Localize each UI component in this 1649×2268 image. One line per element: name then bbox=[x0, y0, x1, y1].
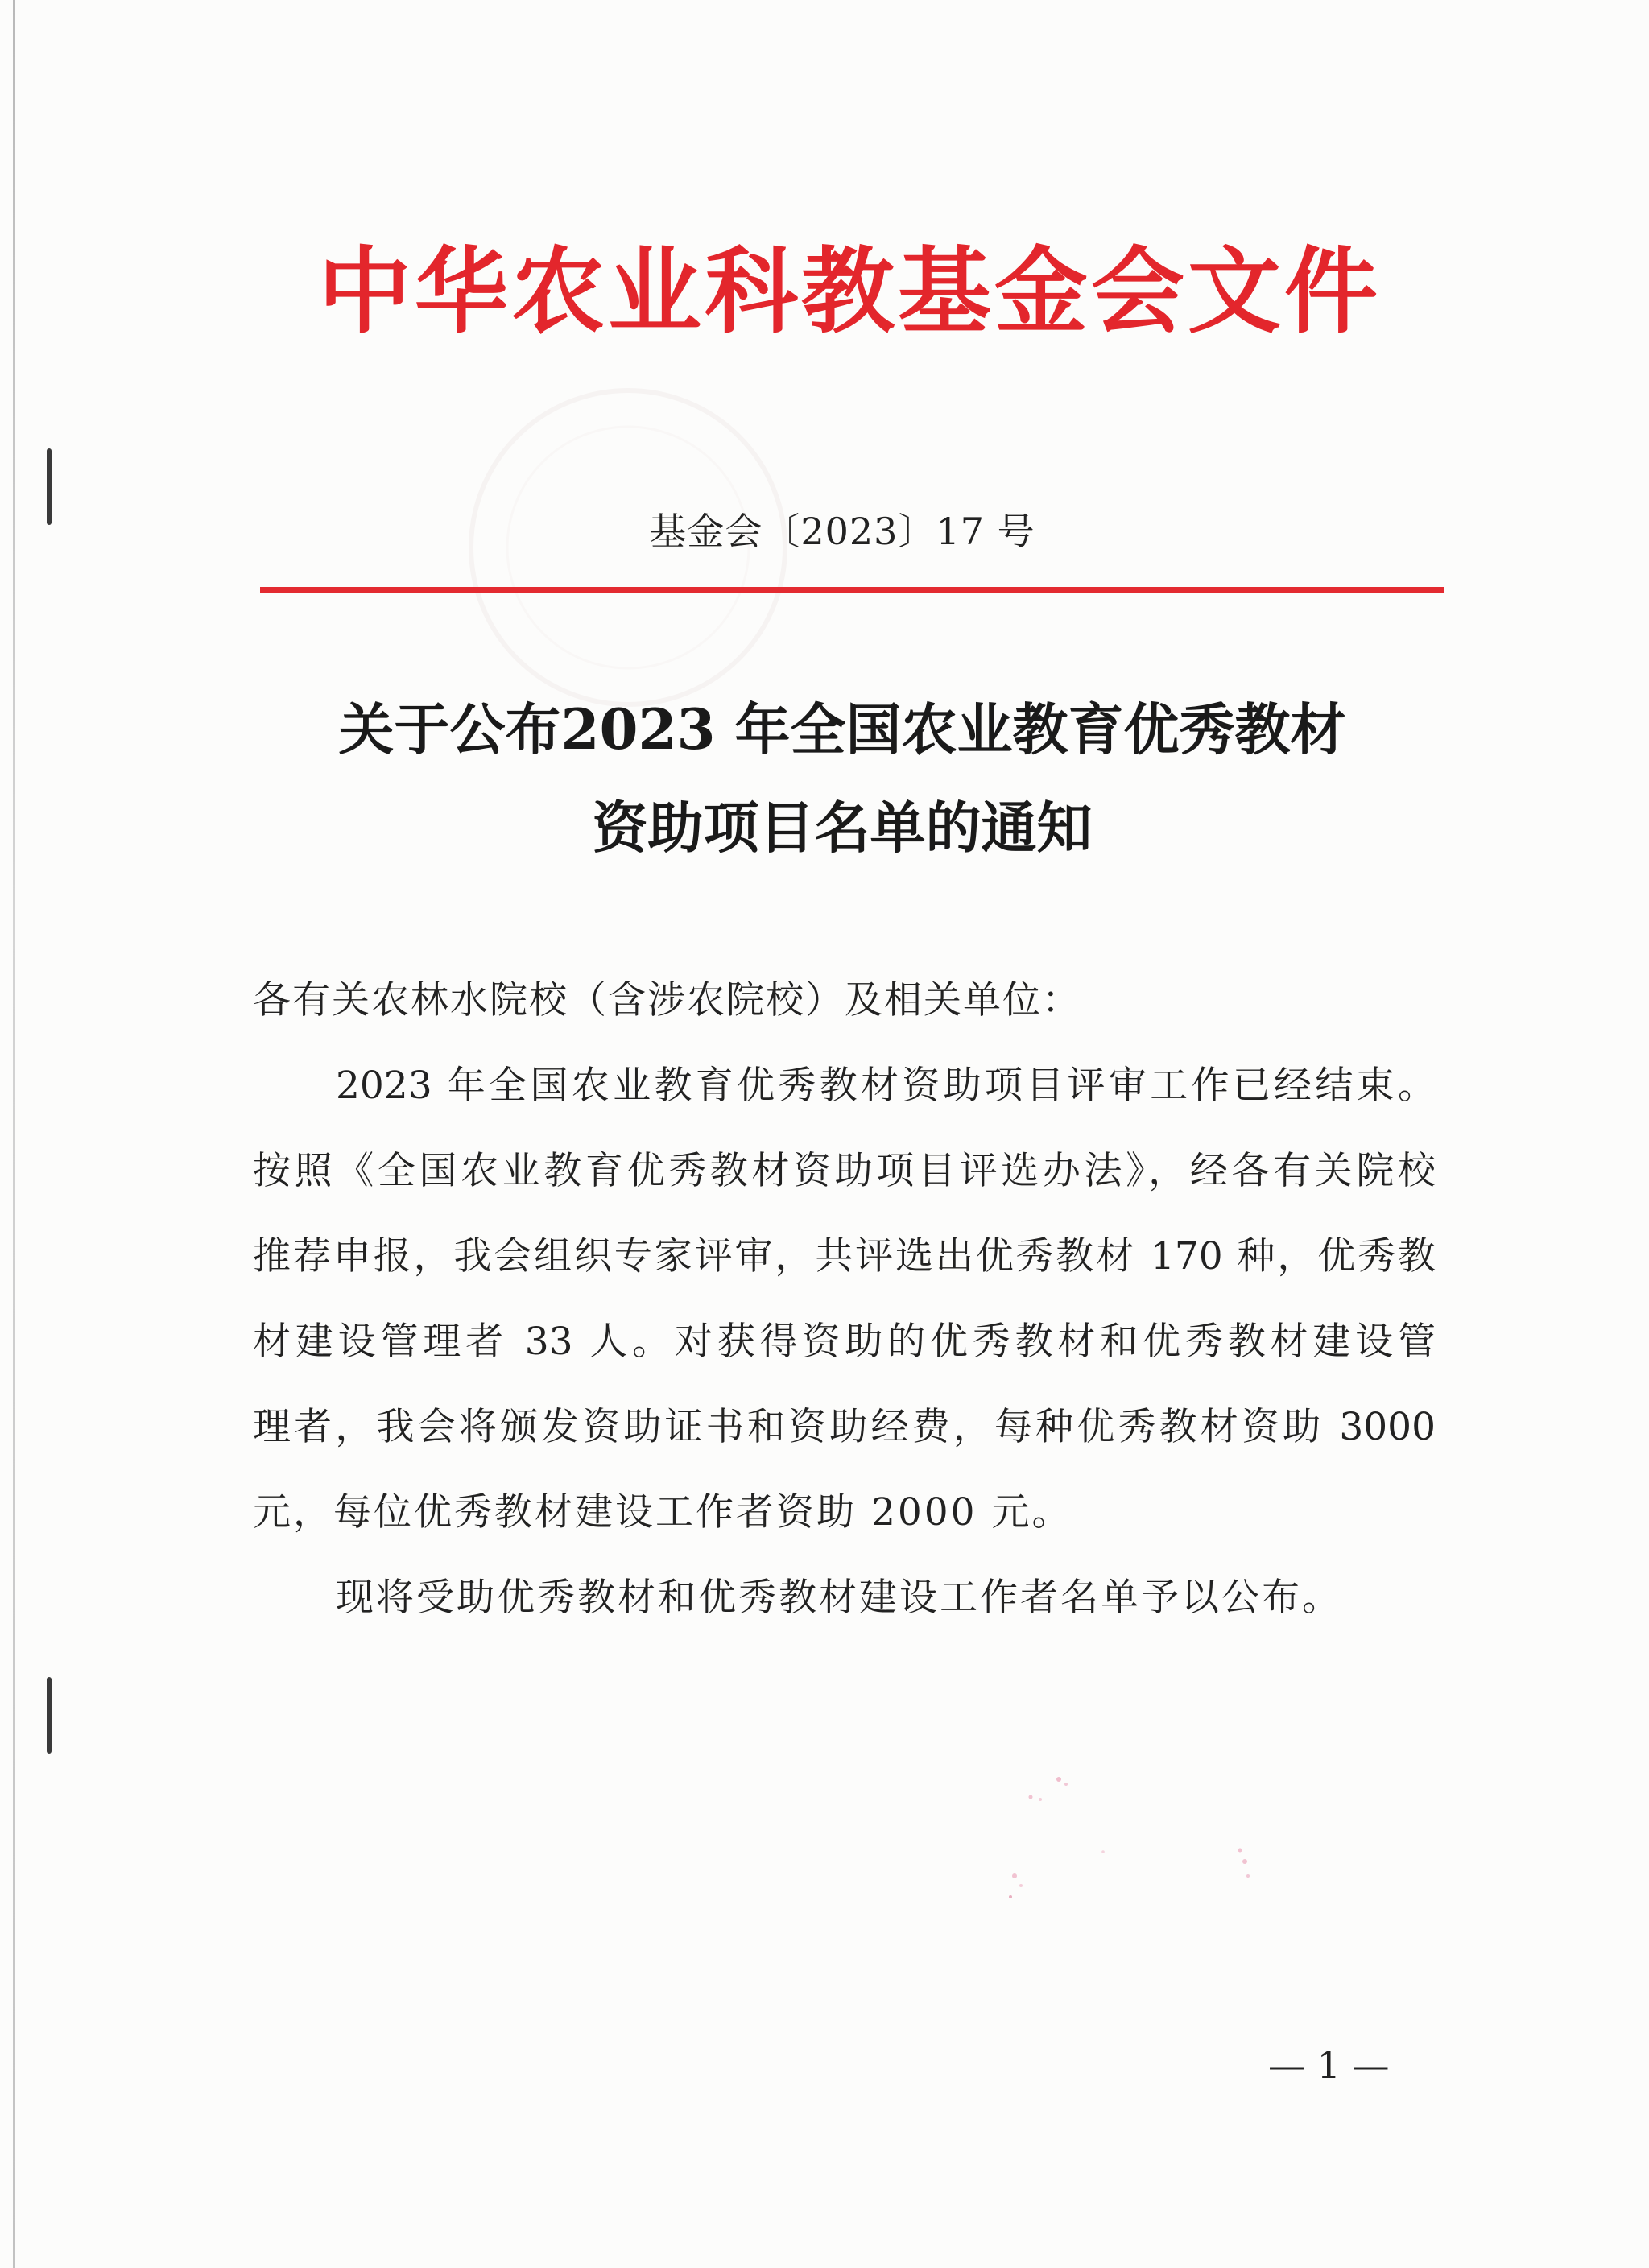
notice-body bbox=[253, 958, 1436, 1641]
paragraph-1-line-4: 材建设管理者 33 人。对获得资助的优秀教材和优秀教材建设管 bbox=[253, 1320, 1436, 1364]
notice-title-line-1: 关于公布2023 年全国农业教育优秀教材 bbox=[338, 697, 1346, 762]
red-divider-rule bbox=[260, 587, 1444, 593]
paragraph-2: 现将受助优秀教材和优秀教材建设工作者名单予以公布。 bbox=[336, 1576, 1342, 1620]
scan-edge-line bbox=[13, 0, 15, 2268]
paragraph-1-line-2: 按照《全国农业教育优秀教材资助项目评选办法》，经各有关院校 bbox=[253, 1149, 1436, 1193]
notice-title-line-2: 资助项目名单的通知 bbox=[592, 795, 1093, 861]
page-number: — 1 — bbox=[1268, 2043, 1390, 2087]
salutation: 各有关农林水院校（含涉农院校）及相关单位： bbox=[253, 978, 1081, 1022]
paragraph-1-line-1: 2023 年全国农业教育优秀教材资助项目评审工作已经结束。 bbox=[336, 1064, 1436, 1108]
paragraph-1-line-5: 理者，我会将颁发资助证书和资助经费，每种优秀教材资助 3000 bbox=[253, 1405, 1436, 1449]
stamp-residue bbox=[982, 1755, 1320, 1932]
binding-mark-bottom bbox=[47, 1677, 52, 1754]
document-number: 基金会〔2023〕17 号 bbox=[649, 510, 1035, 553]
document-header-title: 中华农业科教基金会文件 bbox=[318, 237, 1381, 346]
paragraph-1-line-3: 推荐申报，我会组织专家评审，共评选出优秀教材 170 种，优秀教 bbox=[253, 1234, 1436, 1279]
paragraph-1-line-6: 元，每位优秀教材建设工作者资助 2000 元。 bbox=[253, 1490, 1072, 1535]
